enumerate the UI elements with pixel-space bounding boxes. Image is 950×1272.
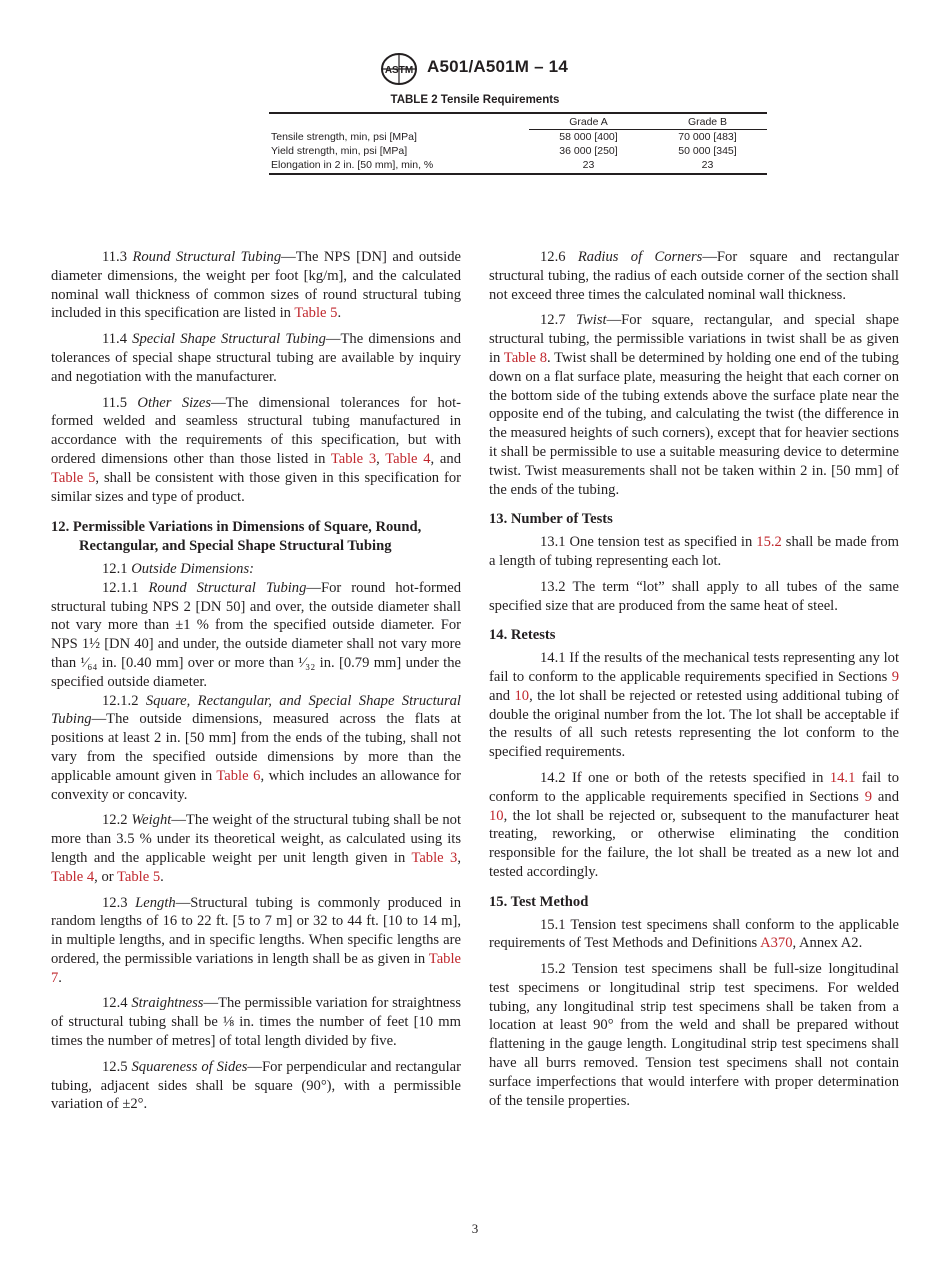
standard-designation: A501/A501M – 14 [427,57,568,76]
paragraph-15-1: 15.1 Tension test specimens shall conform to the applicable requirements of Test Methods and Definitions A370, Annex A2. [489,916,899,952]
astm-logo-icon [380,52,418,86]
grade-b-value: 50 000 [345] [678,145,737,157]
table-7-link[interactable]: Table 7 [51,950,461,986]
paragraph-12-2: 12.2 Weight—The weight of the structural tubing shall be not more than 3.5 % under its theoretical weight, as calculated using its length and the applicable weight per unit length given in Table 3, Table 4, or Table 5. [51,812,461,885]
section-10-link[interactable]: 10 [514,687,530,704]
table-5-link[interactable]: Table 5 [51,469,96,486]
section-15-2-link[interactable]: 15.2 [756,534,782,551]
column-header-grade-a: Grade A [529,113,648,130]
section-9-link[interactable]: 9 [864,788,872,805]
a370-link[interactable]: A370 [760,935,793,952]
table-4-link[interactable]: Table 4 [385,450,431,467]
table-8-link[interactable]: Table 8 [503,349,548,366]
row-label: Elongation in 2 in. [50 mm], min, % [269,158,529,174]
paragraph-12-1-1: 12.1.1 Round Structural Tubing—For round hot-formed structural tubing NPS 2 [DN 50] and over, the outside diameter shall not vary more than ±1 % from the specified outside diameter. For NPS 1½ [DN 40] and under, the outside diameter shall not vary more than ¹⁄₆₄ in. [0.40 mm] over or more than ¹⁄₃₂ in. [0.79 mm] under the specified outside diameter. [51,579,462,690]
left-column [51,248,461,1121]
paragraph-12-1-2: 12.1.2 Square, Rectangular, and Special Shape Structural Tubing—The outside dimensions, measured across the flats at positions at least 2 in. [50 mm] from the ends of the tubing, shall not vary from the specified outside dimensions by more than the applicable amount given in Table 6, which includes an allowance for convexity or concavity. [51,692,461,803]
paragraph-12-1: 12.1 Outside Dimensions: [102,560,255,577]
right-column [489,248,899,1117]
column-header-grade-b: Grade B [648,113,767,130]
paragraph-14-2: 14.2 If one or both of the retests specified in 14.1 fail to conform to the applicable requirements specified in Sections 9 and 10, the lot shall be rejected or, subsequent to the manufacturer heat treating, reworking, or otherwise eliminating the condition responsible for the failure, the lot shall be treated as a new lot and tested accordingly. [489,769,899,880]
row-label: Yield strength, min, psi [MPa] [271,145,408,157]
section-14-heading: 14. Retests [489,627,556,644]
grade-a-value: 23 [529,158,648,174]
paragraph-12-5: 12.5 Squareness of Sides—For perpendicular and rectangular tubing, adjacent sides shall be square (90°), with a permissible variation of ±2°. [51,1058,461,1113]
grade-b-value: 70 000 [483] [678,131,737,143]
section-9-link[interactable]: 9 [891,668,899,685]
grade-b-value: 23 [648,158,767,174]
row-label: Tensile strength, min, psi [MPa] [271,130,417,143]
table-header-row [269,113,767,130]
paragraph-13-1: 13.1 One tension test as specified in 15.2 shall be made from a length of tubing representing each lot. [489,534,900,569]
paragraph-12-6: 12.6 Radius of Corners—For square and rectangular structural tubing, the radius of each outside corner of the section shall not exceed three times the calculated nominal wall thickness. [489,249,899,303]
table-4-link[interactable]: Table 4 [51,868,95,885]
paragraph-13-2: 13.2 The term “lot” shall apply to all tubes of the same specified size that are produced from the same heat of steel. [489,578,899,614]
table-row [269,144,767,158]
section-13-heading: 13. Number of Tests [489,511,613,528]
section-14-1-link[interactable]: 14.1 [829,769,856,786]
table-header-blank [269,113,529,130]
grade-a-value: 58 000 [400] [559,131,618,143]
section-12-heading: 12. Permissible Variations in Dimensions of Square, Round, Rectangular, and Special Shape Structural Tubing [51,519,422,555]
table-5-link[interactable]: Table 5 [294,305,338,322]
paragraph-11-4: 11.4 Special Shape Structural Tubing—The dimensions and tolerances of special shape structural tubing are available by inquiry and negotiation with the manufacturer. [51,331,462,385]
table-row [269,130,767,145]
paragraph-12-7: 12.7 Twist—For square, rectangular, and special shape structural tubing, the permissible variations in twist shall be as given in Table 8. Twist shall be determined by holding one end of the tubing down on a flat surface plate, measuring the height that each corner on the bottom side of the tubing extends above the surface plate near the opposite end of the tubing, and calculating the twist (the difference in the measured heights of such corners), except that for heavier sections it shall be permissible to use a suitable measuring device to determine twist. Twist measurements shall not be taken within 2 in. [50 mm] of the ends of the tubing. [489,312,900,498]
table-3-link[interactable]: Table 3 [330,450,377,467]
paragraph-11-3: 11.3 Round Structural Tubing—The NPS [DN] and outside diameter dimensions, the weight per foot [kg/m], and the calculated nominal wall thickness of common sizes of round structural tubing included in this specification are listed in Table 5. [51,249,461,322]
paragraph-12-3: 12.3 Length—Structural tubing is commonly produced in random lengths of 16 to 22 ft. [5 to 7 m] or 32 to 44 ft. [10 to 14 m], in multiple lengths, and in specific lengths. When specific lengths are ordered, the permissible variations in length shall be as given in Table 7. [51,894,461,986]
section-10-link[interactable]: 10 [489,807,504,824]
paragraph-15-2: 15.2 Tension test specimens shall be full-size longitudinal test specimens or longitudinal strip test specimens. For welded tubing, any longitudinal strip test specimens shall be taken from a location at least 90° from the weld and shall be prepared without flattening in the gauge length. Longitudinal strip test specimens shall have all burrs removed. Tension test specimens shall not contain surface imperfections that would interfere with proper determination of the tensile properties. [489,961,899,1109]
paragraph-11-5: 11.5 Other Sizes—The dimensional tolerances for hot-formed welded and seamless structural tubing manufactured in accordance with the requirements of this specification, but with ordered dimensions other than those listed in Table 3, Table 4, and Table 5, shall be consistent with those given in this specification for similar sizes and type of product. [51,394,461,505]
page-number: 3 [471,1221,479,1236]
table-title: TABLE 2 Tensile Requirements [390,94,560,106]
page-header [0,52,950,88]
paragraph-12-4: 12.4 Straightness—The permissible variation for straightness of structural tubing shall be ⅛ in. times the number of feet [10 mm times the number of metres] of total length divided by five. [51,995,462,1050]
table-row [269,158,767,174]
tensile-requirements-table [269,112,767,175]
section-15-heading: 15. Test Method [489,893,589,910]
paragraph-14-1: 14.1 If the results of the mechanical tests representing any lot fail to conform to the applicable requirements specified in Sections 9 and 10, the lot shall be rejected or retested using additional tubing of double the original number from the lot. The lot shall be acceptable if the results of all such retests representing the lot conform to the specified requirements. [489,650,899,761]
svg-text:ASTM: ASTM [384,65,414,76]
table-6-link[interactable]: Table 6 [216,767,261,784]
table-3-link[interactable]: Table 3 [411,849,458,866]
table-5-link[interactable]: Table 5 [117,868,161,885]
grade-a-value: 36 000 [250] [559,145,618,157]
